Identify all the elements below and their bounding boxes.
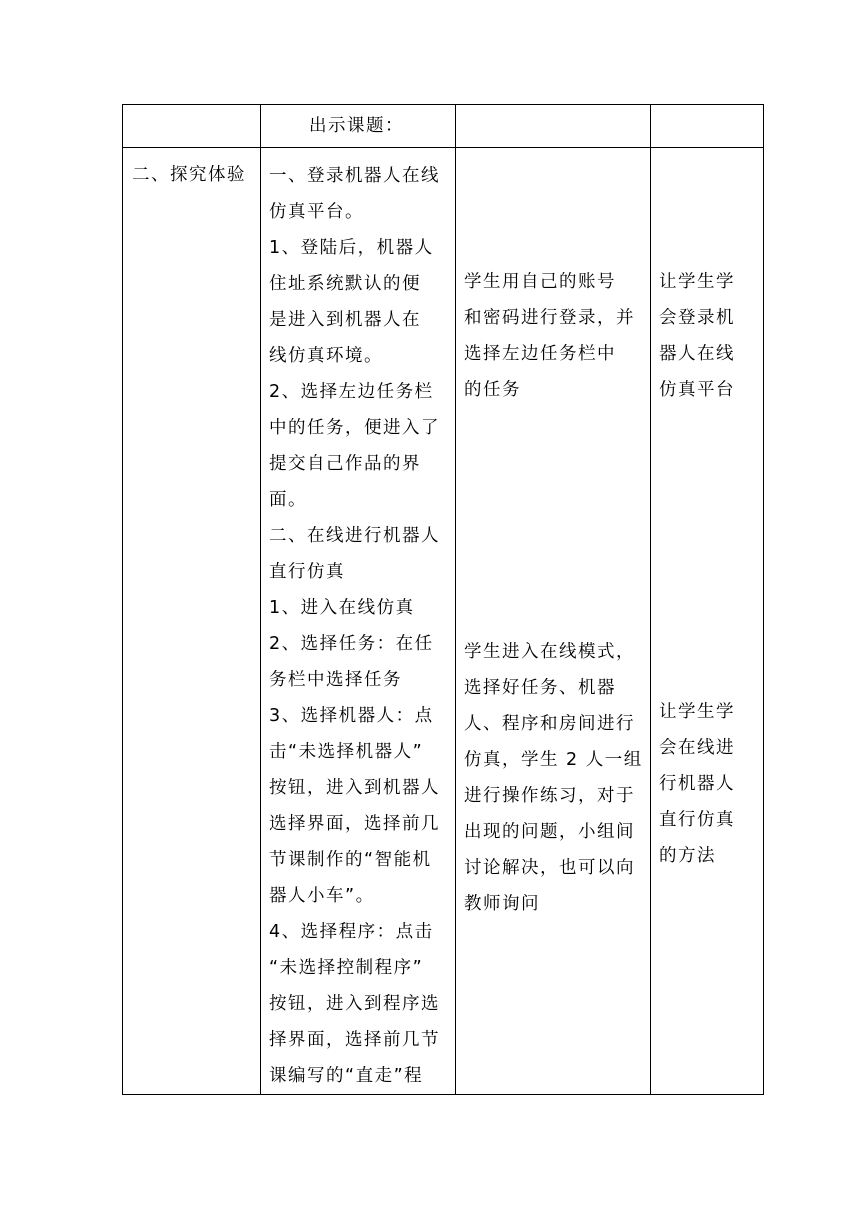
process-line: 选择界面，选择前几	[269, 814, 440, 834]
topic-cell	[261, 105, 456, 148]
process-line: 1、登陆后，机器人	[269, 238, 434, 258]
process-line: “未选择控制程序”	[269, 958, 424, 978]
purpose-line: 会登录机	[659, 308, 735, 328]
activity-block-simulation	[464, 634, 646, 922]
process-line: 务栏中选择任务	[269, 670, 402, 690]
purpose-line: 会在线进	[659, 738, 735, 758]
activity-line: 选择左边任务栏中	[464, 344, 616, 364]
purpose-line: 器人在线	[659, 344, 735, 364]
activity-block-login	[464, 264, 646, 408]
process-line: 节课制作的“智能机	[269, 850, 432, 870]
process-line: 课编写的“直走”程	[269, 1066, 424, 1086]
process-line: 住址系统默认的便	[269, 274, 421, 294]
process-line: 提交自己作品的界	[269, 454, 421, 474]
activity-line: 学生用自己的账号	[464, 272, 616, 292]
lesson-plan-table	[122, 104, 764, 1095]
purpose-line: 让学生学	[659, 272, 735, 292]
process-line: 按钮，进入到机器人	[269, 778, 440, 798]
table-row	[123, 148, 764, 1095]
process-line: 线仿真环境。	[269, 346, 383, 366]
empty-cell	[456, 105, 651, 148]
activity-line: 和密码进行登录，并	[464, 308, 635, 328]
purpose-line: 的方法	[659, 846, 716, 866]
process-line: 仿真平台。	[269, 202, 364, 222]
activity-line: 选择好任务、机器	[464, 678, 616, 698]
activity-line: 仿真，学生 2 人一组	[464, 750, 643, 770]
process-line: 击“未选择机器人”	[269, 742, 424, 762]
process-line: 面。	[269, 490, 307, 510]
process-line: 1、进入在线仿真	[269, 598, 415, 618]
purpose-line: 直行仿真	[659, 810, 735, 830]
stage-label: 二、探究体验	[132, 165, 246, 185]
process-line: 器人小车”。	[269, 886, 375, 906]
activity-line: 教师询问	[464, 894, 540, 914]
activity-cell	[456, 148, 651, 1095]
stage-cell	[123, 148, 261, 1095]
process-line: 2、选择左边任务栏	[269, 382, 434, 402]
teaching-process	[261, 148, 455, 1094]
process-line: 直行仿真	[269, 562, 345, 582]
purpose-cell	[651, 148, 764, 1095]
purpose-line: 仿真平台	[659, 380, 735, 400]
process-line: 中的任务，便进入了	[269, 418, 440, 438]
process-line: 择界面，选择前几节	[269, 1030, 440, 1050]
empty-cell	[123, 105, 261, 148]
activity-line: 讨论解决，也可以向	[464, 858, 635, 878]
topic-heading: 出示课题：	[309, 116, 404, 136]
process-line: 二、在线进行机器人	[269, 526, 440, 546]
purpose-line: 让学生学	[659, 702, 735, 722]
process-line: 是进入到机器人在	[269, 310, 421, 330]
process-cell	[261, 148, 456, 1095]
process-line: 4、选择程序：点击	[269, 922, 434, 942]
activity-line: 进行操作练习，对于	[464, 786, 635, 806]
activity-line: 人、程序和房间进行	[464, 714, 635, 734]
process-line: 2、选择任务：在任	[269, 634, 434, 654]
process-line: 按钮，进入到程序选	[269, 994, 440, 1014]
empty-cell	[651, 105, 764, 148]
activity-line: 学生进入在线模式，	[464, 642, 635, 662]
student-activity	[456, 148, 650, 1094]
process-line: 3、选择机器人：点	[269, 706, 434, 726]
purpose-block-login	[659, 264, 759, 408]
purpose-block-simulation	[659, 694, 759, 874]
purpose-line: 行机器人	[659, 774, 735, 794]
design-purpose	[651, 148, 763, 1094]
table-row	[123, 105, 764, 148]
activity-line: 出现的问题，小组间	[464, 822, 635, 842]
process-line: 一、登录机器人在线	[269, 166, 440, 186]
activity-line: 的任务	[464, 380, 521, 400]
